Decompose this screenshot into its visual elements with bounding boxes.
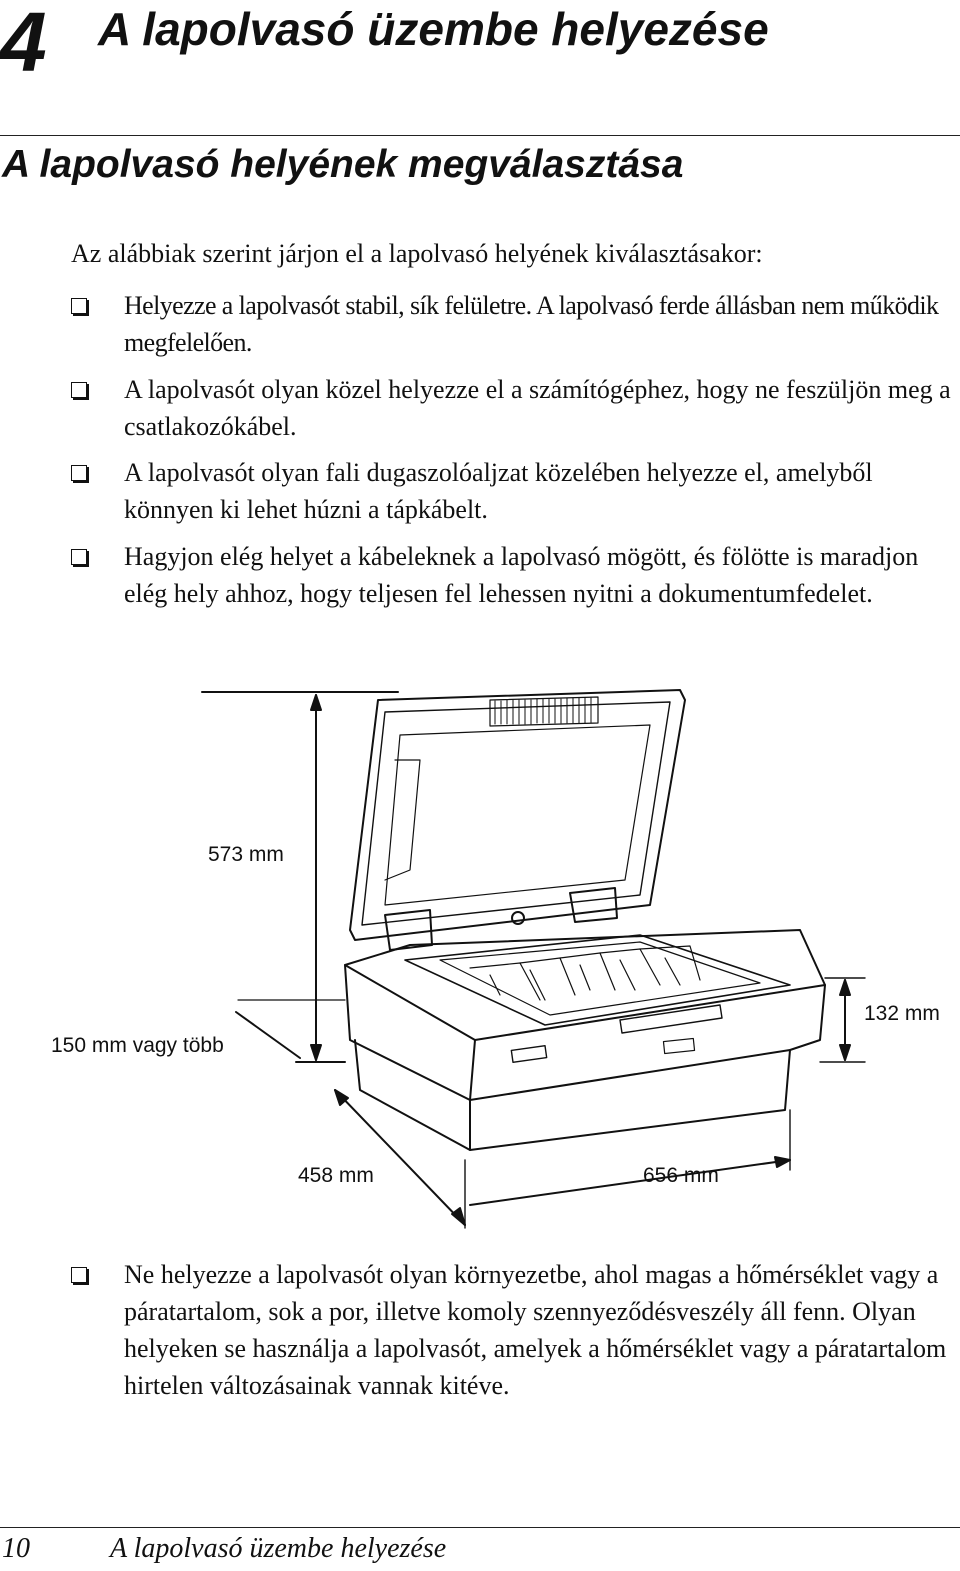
- list-item: [71, 1256, 955, 1404]
- list-item: [71, 287, 955, 361]
- list-item-text: Ne helyezze a lapolvasót olyan környezetbe, ahol magas a hőmérséklet vagy a páratartalom, sok a por, illetve komoly szennyeződésveszély áll fenn. Olyan helyeken se használja a lapolvasót, amelyek a hőmérséklet vagy a páratartalom hirtelen változásainak vannak kitéve.: [124, 1260, 947, 1400]
- arrowhead-icon: [311, 695, 321, 710]
- list-item-text: Hagyjon elég helyet a kábeleknek a lapolvasó mögött, és fölötte is maradjon elég hely ahhoz, hogy teljesen fel lehessen nyitni a dokumentumfedelet.: [124, 542, 919, 608]
- dimension-line-depth: [335, 1090, 465, 1225]
- arrowhead-icon: [311, 1045, 321, 1060]
- checkbox-bullet-icon: [71, 549, 87, 565]
- dimension-label-656: 656 mm: [643, 1164, 719, 1187]
- dimension-line-width: [470, 1160, 790, 1205]
- scanner-glass: [405, 935, 790, 1025]
- lid-vent: [490, 697, 598, 726]
- hinge: [570, 888, 617, 922]
- scanner-base: [355, 1040, 790, 1150]
- running-title: A lapolvasó üzembe helyezése: [110, 1533, 447, 1564]
- checkbox-bullet-icon: [71, 382, 87, 398]
- checkbox-bullet-icon: [71, 465, 87, 481]
- checkbox-bullet-icon: [71, 298, 87, 314]
- list-item: [71, 538, 955, 612]
- dimension-label-458: 458 mm: [298, 1164, 374, 1187]
- dimension-label-150: 150 mm vagy több: [51, 1034, 224, 1057]
- chapter-title: A lapolvasó üzembe helyezése: [98, 3, 769, 55]
- chapter-number: 4: [0, 0, 45, 89]
- section-title: A lapolvasó helyének megválasztása: [2, 143, 684, 186]
- dimension-line-clearance: [236, 1012, 300, 1058]
- dimension-label-573: 573 mm: [208, 843, 284, 866]
- list-item-text: Helyezze a lapolvasót stabil, sík felületre. A lapolvasó ferde állásban nem működik megfelelően.: [124, 291, 939, 357]
- list-item-text: A lapolvasót olyan fali dugaszolóaljzat közelében helyezze el, amelyből könnyen ki lehet húzni a tápkábelt.: [124, 458, 873, 524]
- list-item-text: A lapolvasót olyan közel helyezze el a számítógéphez, hogy ne feszüljön meg a csatlakozókábel.: [124, 375, 951, 441]
- checkbox-bullet-icon: [71, 1267, 87, 1283]
- intro-paragraph: Az alábbiak szerint járjon el a lapolvasó helyének kiválasztásakor:: [71, 239, 763, 268]
- scanner-lid: [350, 690, 685, 940]
- list-item: [71, 371, 955, 445]
- scanner-illustration: [0, 660, 960, 1240]
- header-rule: [0, 135, 960, 136]
- footer-rule: [0, 1527, 960, 1528]
- list-item: [71, 454, 955, 528]
- dimension-label-132: 132 mm: [864, 1002, 940, 1025]
- scanner-figure: [0, 660, 960, 1240]
- scanner-body: [345, 930, 825, 1100]
- page-number: 10: [2, 1533, 30, 1564]
